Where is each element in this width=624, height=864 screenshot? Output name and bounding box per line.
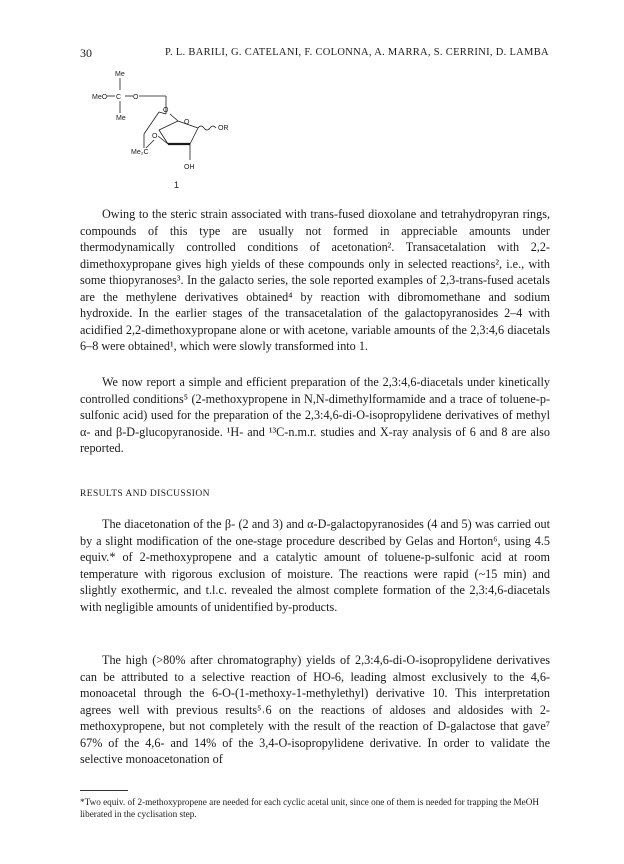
paragraph-3 [80, 516, 550, 615]
me-top-label: Me [115, 71, 125, 78]
paragraph-1 [80, 206, 550, 355]
paragraph-2 [80, 374, 550, 457]
compound-number: 1 [174, 180, 180, 190]
paragraph-2-text: We now report a simple and efficient preparation of the 2,3:4,6-diacetals under kinetically controlled conditions⁵ (2-methoxypropene in N,N-dimethylformamide and a trace of toluene-p-sulfonic acid) used for the preparation of the 2,3:4,6-di-O-isopropylidene derivatives of methyl α- and β-D-glucopyranoside. ¹H- and ¹³C-n.m.r. studies and X-ray analysis of 6 and 8 are also reported. [80, 375, 550, 455]
o-ring2-label: O [184, 119, 190, 126]
or-label: OR [218, 125, 229, 132]
paragraph-3-text: The diacetonation of the β- (2 and 3) and α-D-galactopyranosides (4 and 5) was carried out by a slight modification of the one-stage procedure described by Gelas and Horton⁶, using 4.5 equiv.* of 2-methoxypropene and a catalytic amount of toluene-p-sulfonic acid at room temperature with rigorous exclusion of moisture. The reactions were rapid (~15 min) and slightly exothermic, and t.l.c. revealed the almost complete formation of the 2,3:4,6-diacetals with negligible amounts of unidentified by-products. [80, 517, 550, 614]
oh-label: OH [184, 164, 195, 171]
running-head: P. L. BARILI, G. CATELANI, F. COLONNA, A. MARRA, S. CERRINI, D. LAMBA [165, 47, 549, 58]
footnote: *Two equiv. of 2-methoxypropene are needed for each cyclic acetal unit, since one of them is needed for trapping the MeOH liberated in the cyclisation step. [80, 797, 539, 819]
paragraph-4-text: The high (>80% after chromatography) yields of 2,3:4,6-di-O-isopropylidene derivatives can be attributed to a selective reaction of HO-6, leading almost exclusively to the 4,6-monoacetal through the 6-O-(1-methoxy-1-methylethyl) derivative 10. This interpretation agrees well with previous results⁵˒6 on the reactions of aldoses and aldosides with 2-methoxypropene, but not completely with the result of the reaction of D-galactose that gave⁷ 67% of the 4,6- and 14% of the 3,4-O-isopropylidene derivative. In order to validate the selective monoacetonation of [80, 653, 550, 766]
me-bottom-label: Me [116, 115, 126, 122]
me2c-label: Me₂C [131, 149, 149, 156]
footnote-rule [80, 790, 128, 791]
o-link-label: O [133, 94, 139, 101]
o-ring-label: O [163, 107, 169, 114]
c-label: C [116, 94, 122, 101]
meo-label: MeO [92, 94, 108, 101]
section-heading: RESULTS AND DISCUSSION [80, 489, 210, 499]
paragraph-1-text: Owing to the steric strain associated with trans-fused dioxolane and tetrahydropyran rings, compounds of this type are usually not formed in appreciable amounts under thermodynamically controlled conditions of acetonation². Transacetalation with 2,2-dimethoxypropane gives high yields of these compounds only in selected reactions², i.e., with some thiopyranoses³. In the galacto series, the sole reported examples of 2,3-trans-fused acetals are the methylene derivatives obtained⁴ by reaction with dibromomethane and sodium hydroxide. In the earlier stages of the transacetalation of the galactopyranosides 2–4 with acidified 2,2-dimethoxypropane alone or with acetone, variable amounts of the 2,3:4,6 diacetals 6–8 were obtained¹, which were slowly transformed into 1. [80, 207, 550, 353]
chemical-structure [86, 68, 286, 198]
page-number: 30 [80, 46, 92, 60]
o-bottom-label: O [152, 133, 158, 140]
paragraph-4 [80, 652, 550, 768]
